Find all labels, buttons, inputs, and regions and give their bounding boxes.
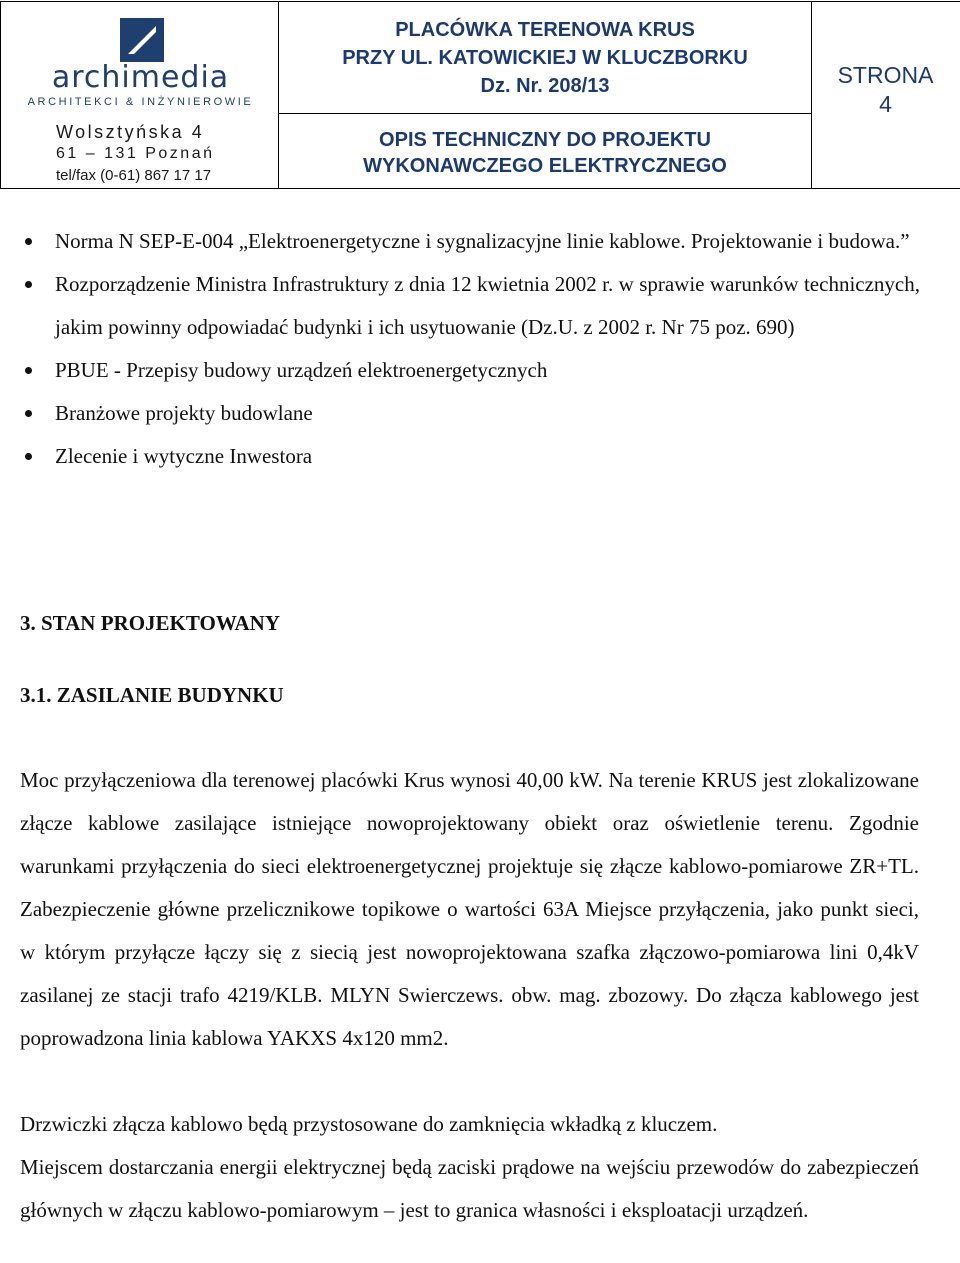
project-title-line1: PLACÓWKA TERENOWA KRUS bbox=[395, 19, 695, 41]
section-heading: 3. STAN PROJEKTOWANY bbox=[20, 611, 281, 635]
document-header bbox=[0, 0, 960, 192]
header-divider bbox=[279, 113, 811, 114]
paragraph-power-supply: Moc przyłączeniowa dla terenowej placówki Krus wynosi 40,00 kW. Na terenie KRUS jest zlokalizowane złącze kablowe zasilające istniejące nowoprojektowany obiekt oraz oświetlenie terenu. Zgodnie warunkami przyłączenia do sieci elektroenergetycznej projektuje się złącze kablowo-pomiarowe ZR+TL. Zabezpieczenie główne przelicznikowe topikowe o wartości 63A Miejsce przyłączenia, jako punkt sieci, w którym przyłącze łączy się z siecią jest nowoprojektowana szafka złączowo-pomiarowa lini 0,4kV zasilanej ze stacji trafo 4219/KLB. MLYN Swierczews. obw. mag. zbozowy. Do złącza kablowego jest poprowadzona linia kablowa YAKXS 4x120 mm2. bbox=[20, 768, 919, 1050]
phone-number: tel/fax (0-61) 867 17 17 bbox=[56, 167, 212, 184]
page-block bbox=[811, 1, 960, 189]
list-item: PBUE - Przepisy budowy urządzeń elektroenergetycznych bbox=[24, 349, 920, 392]
description-line1: OPIS TECHNICZNY DO PROJEKTU bbox=[379, 129, 711, 151]
page-number: 4 bbox=[879, 91, 892, 117]
address-street: Wolsztyńska 4 bbox=[56, 122, 205, 142]
archimedia-logo-icon bbox=[120, 18, 164, 62]
regulations-list bbox=[24, 220, 920, 478]
subsection-heading: 3.1. ZASILANIE BUDYNKU bbox=[20, 683, 284, 707]
paragraph-delivery-point: Miejscem dostarczania energii elektrycznej będą zaciski prądowe na wejściu przewodów do zabezpieczeń głównych w złączu kablowo-pomiarowym – jest to granica własności i eksploatacji urządzeń. bbox=[20, 1155, 919, 1222]
list-item: Zlecenie i wytyczne Inwestora bbox=[24, 435, 920, 478]
company-name: archimedia bbox=[51, 60, 230, 95]
project-title-line2: PRZY UL. KATOWICKIEJ W KLUCZBORKU bbox=[342, 47, 748, 69]
project-block bbox=[278, 1, 812, 189]
list-item: Rozporządzenie Ministra Infrastruktury z dnia 12 kwietnia 2002 r. w sprawie warunków technicznych, jakim powinny odpowiadać budynki i ich usytuowanie (Dz.U. z 2002 r. Nr 75 poz. 690) bbox=[24, 263, 920, 349]
company-tagline: ARCHITEKCI & INŻYNIEROWIE bbox=[27, 96, 254, 108]
list-item: Norma N SEP-E-004 „Elektroenergetyczne i sygnalizacyjne linie kablowe. Projektowanie i budowa.” bbox=[24, 220, 920, 263]
paragraph-cabinet-doors: Drzwiczki złącza kablowo będą przystosowane do zamknięcia wkładką z kluczem. bbox=[20, 1112, 718, 1136]
page-label: STRONA bbox=[837, 62, 934, 88]
document-number: Dz. Nr. 208/13 bbox=[480, 75, 610, 97]
list-item: Branżowe projekty budowlane bbox=[24, 392, 920, 435]
address-city: 61 – 131 Poznań bbox=[56, 145, 215, 162]
company-block bbox=[0, 1, 279, 189]
description-line2: WYKONAWCZEGO ELEKTRYCZNEGO bbox=[363, 155, 727, 177]
